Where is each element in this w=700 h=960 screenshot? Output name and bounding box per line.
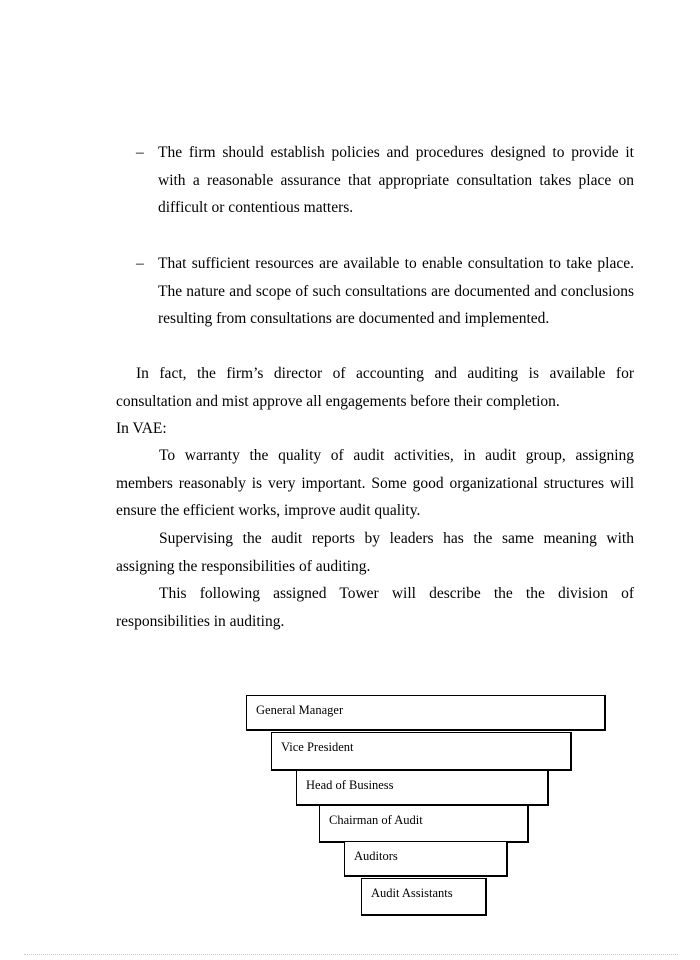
paragraph-tower-intro: This following assigned Tower will describe the the division of responsibilities in auditing. bbox=[116, 585, 634, 630]
page-bottom-rule bbox=[24, 954, 678, 955]
bullet-text: That sufficient resources are available to enable consultation to take place. The nature and scope of such consultations are documented and conclusions resulting from consultations are documented and implemented. bbox=[158, 255, 634, 327]
paragraph-supervising: Supervising the audit reports by leaders has the same meaning with assigning the responsibilities of auditing. bbox=[116, 530, 634, 575]
tower-level-head-of-business: Head of Business bbox=[296, 770, 549, 806]
bullet-item-sufficient-resources bbox=[136, 250, 634, 333]
paragraph-in-fact: In fact, the firm’s director of accounting and auditing is available for consultation and mist approve all engagements before their completion. bbox=[116, 365, 634, 410]
tower-level-general-manager: General Manager bbox=[246, 695, 606, 731]
bullet-text: The firm should establish policies and procedures designed to provide it with a reasonable assurance that appropriate consultation takes place on difficult or contentious matters. bbox=[158, 144, 634, 216]
paragraph-warranty: To warranty the quality of audit activities, in audit group, assigning members reasonably is very important. Some good organizational structures will ensure the efficient works, improve audit quality. bbox=[116, 447, 634, 519]
tower-level-auditors: Auditors bbox=[344, 841, 508, 877]
section-heading-in-vae: In VAE: bbox=[116, 420, 167, 437]
bullet-item-consultation-policy bbox=[136, 139, 634, 222]
tower-level-chairman-of-audit: Chairman of Audit bbox=[319, 805, 529, 843]
bullet-dash: – bbox=[136, 255, 144, 272]
tower-level-vice-president: Vice President bbox=[271, 732, 572, 771]
tower-level-audit-assistants: Audit Assistants bbox=[361, 878, 487, 916]
bullet-dash: – bbox=[136, 144, 144, 161]
